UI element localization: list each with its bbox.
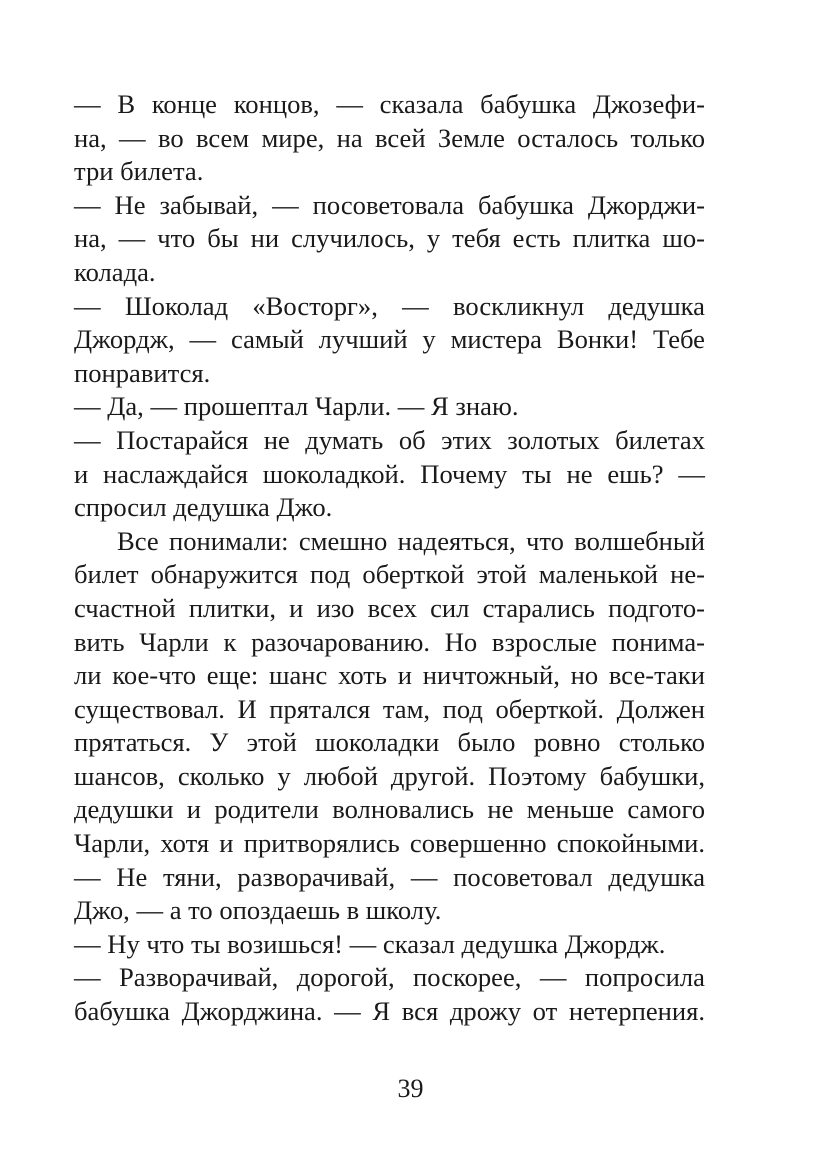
paragraph	[74, 290, 705, 391]
text-line: на, — во всем мире, на всей Земле осталось только	[74, 122, 705, 153]
paragraph	[74, 88, 705, 189]
text-line: счастной плитки, и изо всех сил старались подгото-	[74, 592, 705, 623]
paragraph	[74, 928, 705, 962]
text-line: спросил дедушка Джо.	[74, 492, 333, 523]
text-line: три билета.	[74, 156, 204, 187]
text-line: Джо, — а то опоздаешь в школу.	[74, 895, 442, 926]
page-number: 39	[397, 1074, 424, 1103]
text-line: билет обнаружится под оберткой этой маленькой не-	[74, 559, 705, 590]
text-line: дедушки и родители волновались не меньше самого	[74, 794, 705, 825]
text-line: Чарли, хотя и притворялись совершенно спокойными.	[74, 828, 705, 859]
paragraph	[74, 961, 705, 1028]
text-line: Джордж, — самый лучший у мистера Вонки! Тебе	[74, 324, 705, 355]
text-line: Все понимали: смешно надеяться, что волшебный	[117, 525, 705, 556]
text-line: — В конце концов, — сказала бабушка Джозефи-	[74, 89, 705, 119]
paragraph	[74, 861, 705, 928]
text-line: бабушка Джорджина. — Я вся дрожу от нетерпения.	[74, 996, 705, 1027]
paragraph	[74, 390, 705, 424]
text-line: — Ну что ты возишься! — сказал дедушка Джордж.	[74, 928, 666, 959]
text-line: — Не забывай, — посоветовала бабушка Джорджи-	[74, 189, 705, 220]
text-line: — Да, — прошептал Чарли. — Я знаю.	[74, 391, 519, 422]
text-line: — Разворачивай, дорогой, поскорее, — попросила	[74, 962, 705, 993]
text-line: шансов, сколько у любой другой. Поэтому бабушки,	[74, 760, 705, 791]
text-line: — Не тяни, разворачивай, — посоветовал дедушка	[74, 861, 705, 892]
text-line: прятаться. У этой шоколадки было ровно столько	[74, 727, 705, 758]
paragraph	[74, 525, 705, 861]
text-line: — Шоколад «Восторг», — воскликнул дедушка	[74, 290, 705, 321]
text-line: — Постарайся не думать об этих золотых билетах	[74, 424, 705, 455]
paragraph	[74, 424, 705, 525]
paragraph	[74, 189, 705, 290]
text-line: существовал. И прятался там, под оберткой. Должен	[74, 693, 705, 724]
text-line: и наслаждайся шоколадкой. Почему ты не ешь? —	[74, 458, 705, 489]
text-line: понравится.	[74, 357, 211, 388]
text-line: ли кое-что еще: шанс хоть и ничтожный, но все-таки	[74, 660, 705, 691]
page-text	[74, 88, 705, 1029]
text-line: на, — что бы ни случилось, у тебя есть плитка шо-	[74, 223, 705, 254]
text-line: колада.	[74, 256, 156, 287]
text-line: вить Чарли к разочарованию. Но взрослые понима-	[74, 626, 705, 657]
